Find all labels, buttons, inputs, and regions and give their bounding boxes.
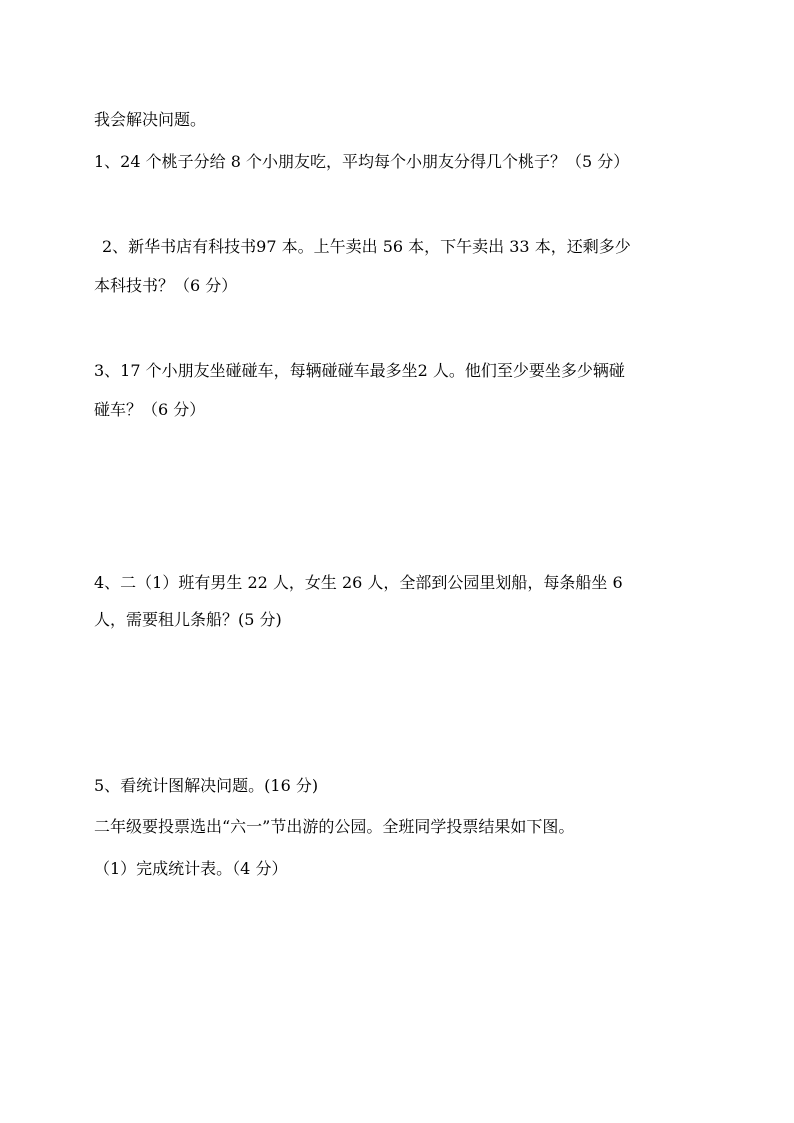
question-4-line-1: 4、二（1）班有男生 22 人，女生 26 人，全部到公园里划船，每条船坐 6 bbox=[94, 573, 623, 592]
question-5-line-2: 二年级要投票选出“六一”节出游的公园。全班同学投票结果如下图。 bbox=[94, 817, 575, 836]
question-3-line-1: 3、17 个小朋友坐碰碰车，每辆碰碰车最多坐2 人。他们至少要坐多少辆碰 bbox=[94, 361, 625, 380]
section-heading: 我会解决问题。 bbox=[94, 110, 207, 129]
question-3-line-2: 碰车？（6 分） bbox=[94, 400, 206, 419]
question-2-line-1: 2、新华书店有科技书97 本。上午卖出 56 本，下午卖出 33 本，还剩多少 bbox=[102, 237, 631, 256]
question-5-line-3: （1）完成统计表。（4 分） bbox=[94, 859, 288, 878]
question-1-line-1: 1、24 个桃子分给 8 个小朋友吃，平均每个小朋友分得几个桃子？（5 分） bbox=[94, 152, 630, 171]
question-5-line-1: 5、看统计图解决问题。(16 分) bbox=[94, 776, 319, 795]
question-4-line-2: 人，需要租儿条船？(5 分) bbox=[94, 610, 282, 629]
question-2-line-2: 本科技书？（6 分） bbox=[94, 276, 238, 295]
